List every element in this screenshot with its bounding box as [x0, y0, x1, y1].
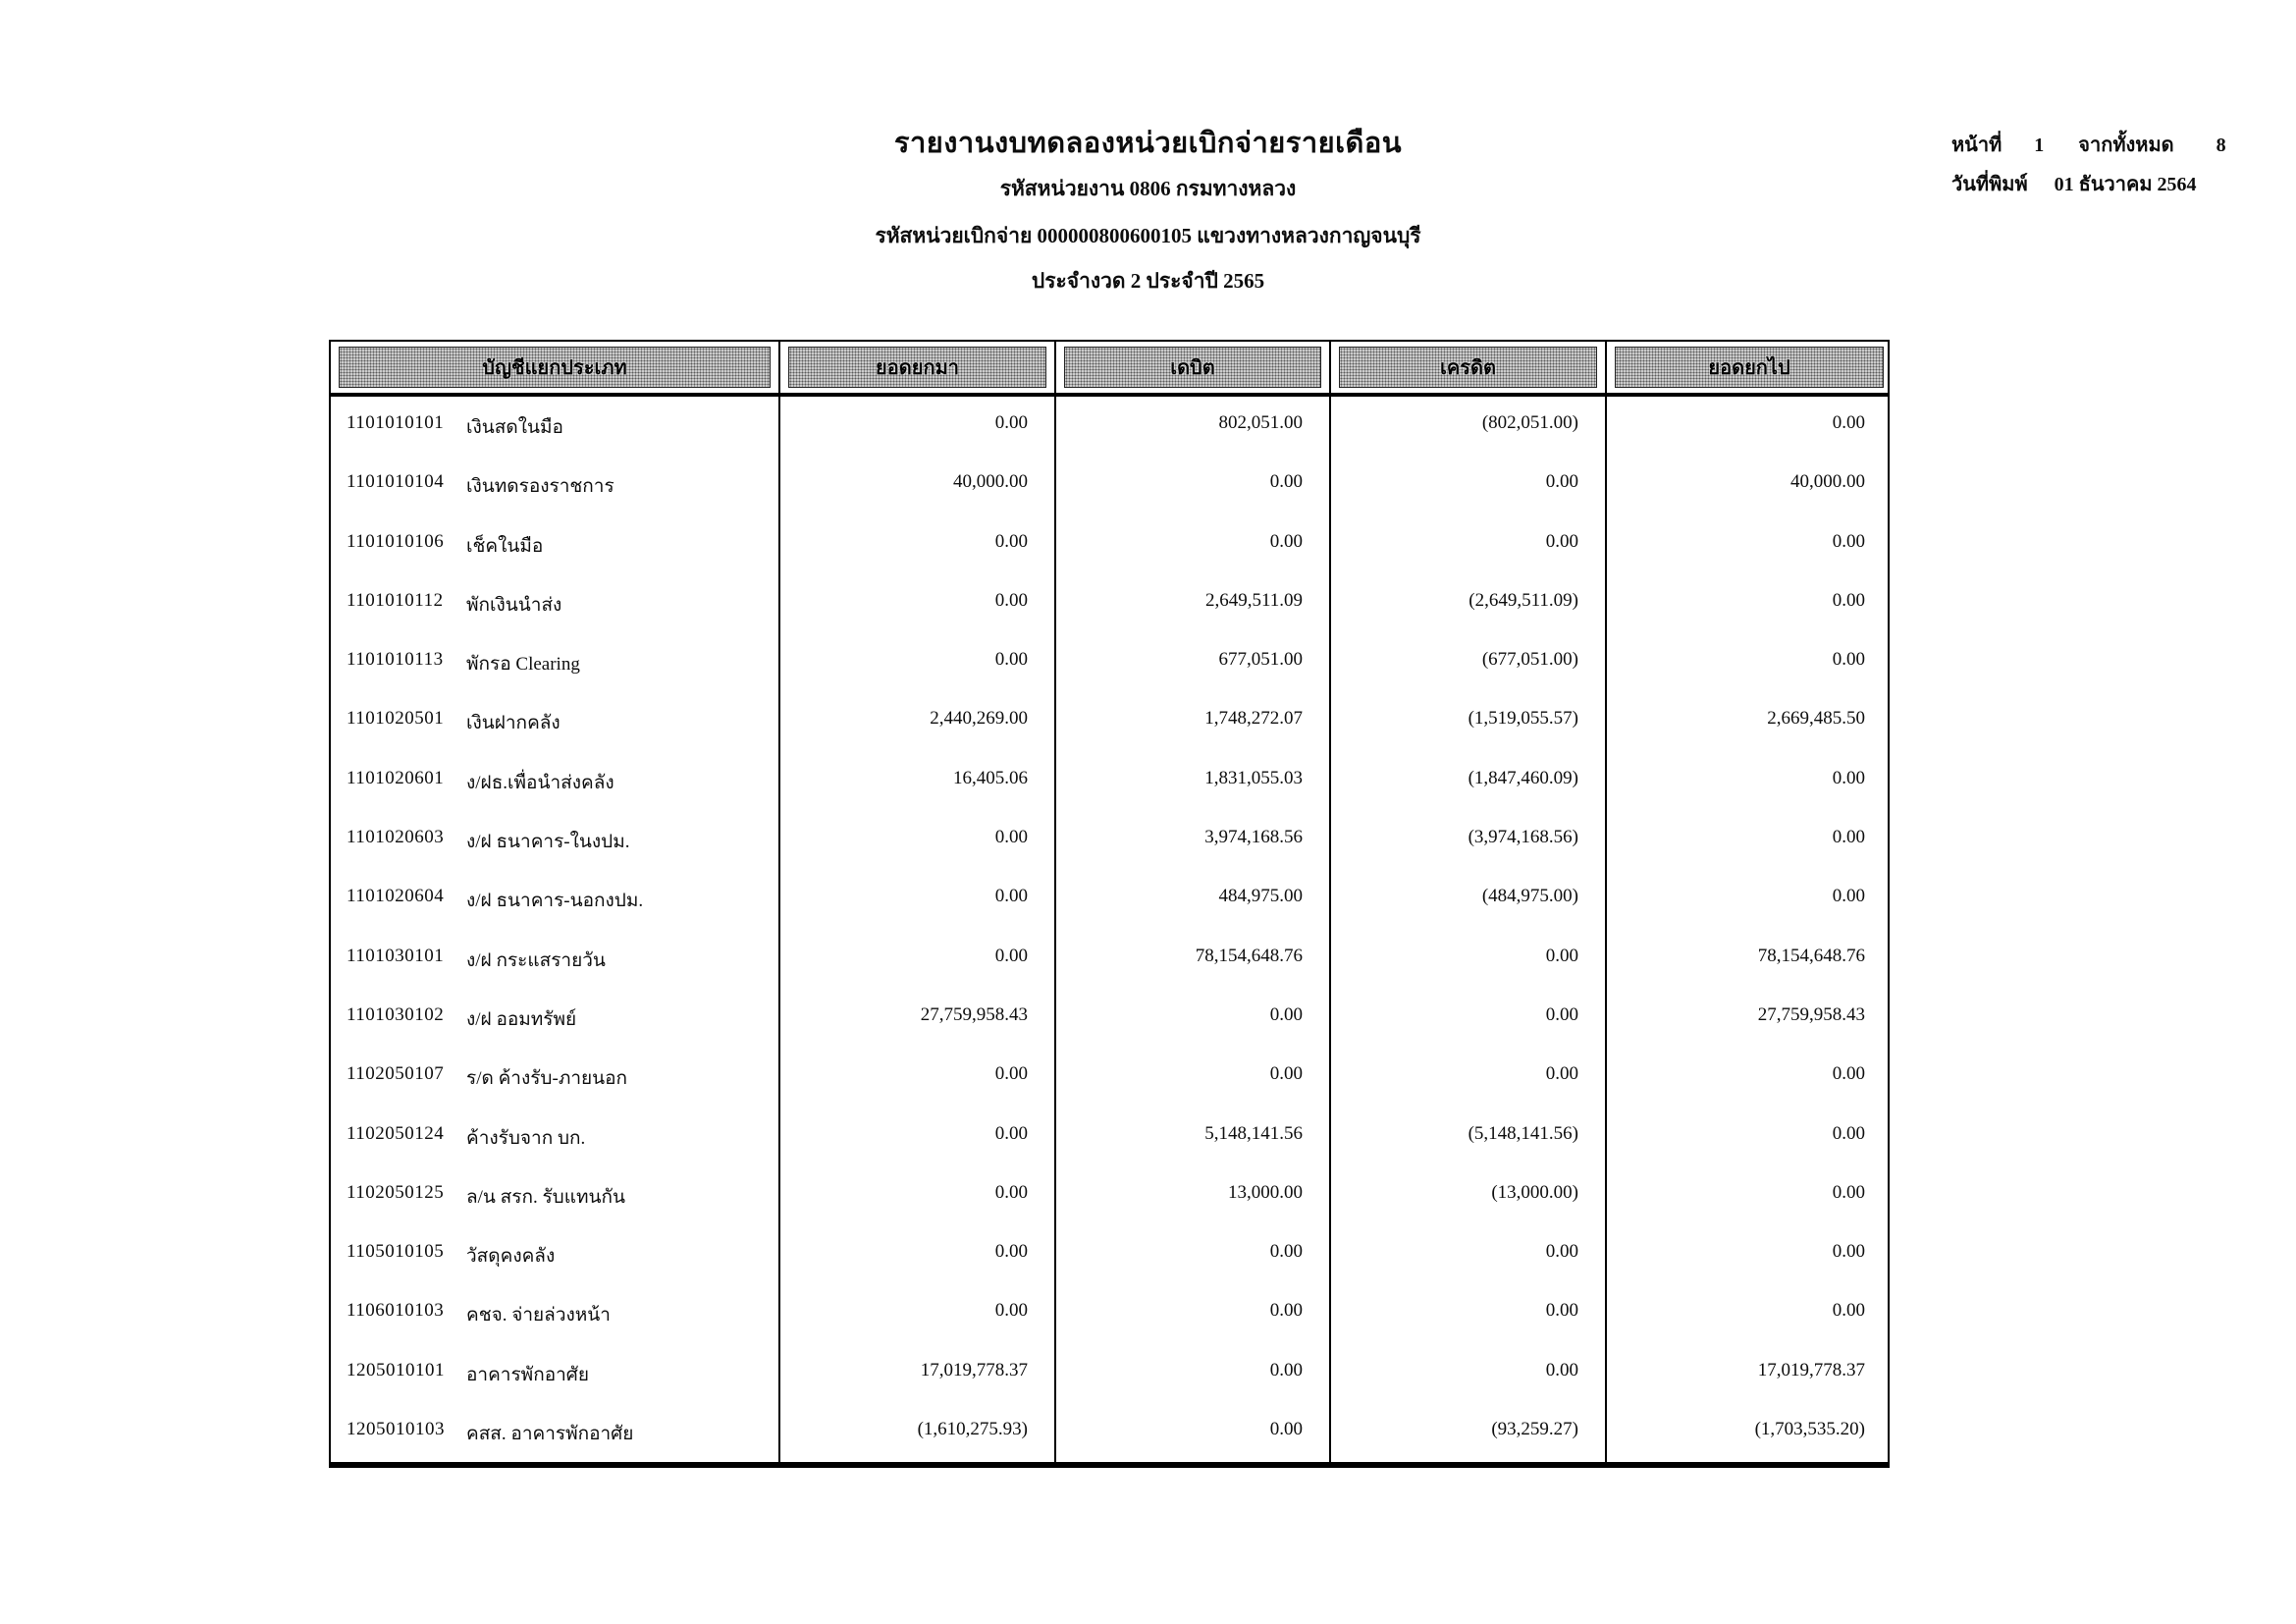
header-label-debit: เดบิต: [1064, 347, 1321, 388]
table-row: [331, 930, 1888, 989]
brought-forward-cell: 16,405.06: [780, 752, 1056, 811]
gl-account-cell: [331, 1344, 780, 1403]
table-row: [331, 1108, 1888, 1166]
carried-forward-cell: 0.00: [1832, 1122, 1865, 1144]
debit-cell: 0.00: [1056, 1048, 1331, 1107]
trial-balance-table: [329, 340, 1890, 1468]
debit-cell: 0.00: [1056, 1225, 1331, 1284]
table-row: [331, 870, 1888, 929]
table-row: [331, 1344, 1888, 1403]
table-row: [331, 1403, 1888, 1462]
account-name: วัสดุคงคลัง: [466, 1246, 556, 1268]
carried-forward-cell: 0.00: [1832, 589, 1865, 611]
gl-account-cell: [331, 633, 780, 692]
table-row: [331, 515, 1888, 574]
brought-forward-cell: 0.00: [780, 870, 1056, 929]
header-label-gl-account: บัญชีแยกประเภท: [339, 347, 771, 388]
account-code: 1101020603: [347, 827, 445, 848]
brought-forward-cell: 0.00: [780, 811, 1056, 870]
brought-forward-cell: 0.00: [780, 1108, 1056, 1166]
brought-forward-cell: 0.00: [780, 930, 1056, 989]
table-row: [331, 692, 1888, 751]
credit-cell: (2,649,511.09): [1331, 574, 1607, 633]
gl-account-cell: [331, 515, 780, 574]
page-title: รายงานงบทดลองหน่วยเบิกจ่ายรายเดือน: [893, 128, 1403, 159]
account-name: ง/ฝ ธนาคาร-ในงปม.: [466, 832, 630, 853]
total-pages-label: จากทั้งหมด: [2078, 135, 2174, 156]
account-code: 1101020604: [347, 886, 445, 907]
carried-forward-cell: 0.00: [1832, 1241, 1865, 1263]
brought-forward-cell: 17,019,778.37: [780, 1344, 1056, 1403]
credit-cell: 0.00: [1331, 1344, 1607, 1403]
brought-forward-cell: 0.00: [780, 574, 1056, 633]
credit-cell: (1,847,460.09): [1331, 752, 1607, 811]
credit-cell: (5,148,141.56): [1331, 1108, 1607, 1166]
account-name: เงินทดรองราชการ: [466, 476, 614, 498]
credit-cell: 0.00: [1331, 1225, 1607, 1284]
account-code: 1205010101: [347, 1359, 445, 1380]
credit-cell: (1,519,055.57): [1331, 692, 1607, 751]
gl-account-cell: [331, 692, 780, 751]
header-label-credit: เครดิต: [1339, 347, 1597, 388]
account-code: 1102050124: [347, 1122, 445, 1144]
account-name: ล/น สรก. รับแทนกัน: [466, 1186, 625, 1208]
credit-cell: 0.00: [1331, 456, 1607, 514]
table-row: [331, 1048, 1888, 1107]
debit-cell: 0.00: [1056, 989, 1331, 1048]
account-code: 1205010103: [347, 1419, 445, 1440]
credit-cell: 0.00: [1331, 515, 1607, 574]
debit-cell: 677,051.00: [1056, 633, 1331, 692]
header-cell-carried-forward: [1607, 342, 1892, 393]
disbursement-unit-subtitle: รหัสหน่วยเบิกจ่าย 000000800600105 แขวงทางหลวงกาญจนบุรี: [875, 224, 1421, 247]
account-code: 1101030101: [347, 945, 445, 966]
gl-account-cell: [331, 574, 780, 633]
account-name: เช็คในมือ: [466, 535, 544, 557]
account-name: พักรอ Clearing: [466, 654, 580, 676]
debit-cell: 0.00: [1056, 1284, 1331, 1343]
header-cell-brought-forward: [780, 342, 1056, 393]
gl-account-cell: [331, 456, 780, 514]
gl-account-cell: [331, 752, 780, 811]
print-date: 01 ธันวาคม 2564: [2054, 174, 2197, 195]
credit-cell: (677,051.00): [1331, 633, 1607, 692]
page-label: หน้าที่: [1951, 135, 2002, 156]
agency-code-subtitle: รหัสหน่วยงาน 0806 กรมทางหลวง: [999, 177, 1297, 200]
table-row: [331, 1284, 1888, 1343]
account-code: 1101020601: [347, 767, 445, 788]
header-label-carried-forward: ยอดยกไป: [1615, 347, 1884, 388]
account-code: 1102050125: [347, 1181, 445, 1203]
print-date-line: [1951, 165, 2226, 204]
debit-cell: 0.00: [1056, 456, 1331, 514]
account-name: ง/ฝ กระแสรายวัน: [466, 949, 606, 971]
brought-forward-cell: 0.00: [780, 1048, 1056, 1107]
debit-cell: 1,831,055.03: [1056, 752, 1331, 811]
print-date-label: วันที่พิมพ์: [1951, 174, 2028, 195]
carried-forward-cell: 0.00: [1832, 827, 1865, 848]
brought-forward-cell: 2,440,269.00: [780, 692, 1056, 751]
header-cell-debit: [1056, 342, 1331, 393]
brought-forward-cell: 27,759,958.43: [780, 989, 1056, 1048]
gl-account-cell: [331, 930, 780, 989]
period-subtitle: ประจำงวด 2 ประจำปี 2565: [1031, 269, 1265, 293]
credit-cell: 0.00: [1331, 1048, 1607, 1107]
header-cell-credit: [1331, 342, 1607, 393]
credit-cell: (484,975.00): [1331, 870, 1607, 929]
account-name: ร/ด ค้างรับ-ภายนอก: [466, 1068, 628, 1090]
credit-cell: 0.00: [1331, 1284, 1607, 1343]
account-code: 1101010101: [347, 412, 445, 433]
credit-cell: (802,051.00): [1331, 397, 1607, 456]
gl-account-cell: [331, 1048, 780, 1107]
carried-forward-cell: 0.00: [1832, 1063, 1865, 1085]
table-row: [331, 752, 1888, 811]
table-row: [331, 397, 1888, 456]
table-row: [331, 633, 1888, 692]
carried-forward-cell: 0.00: [1832, 530, 1865, 552]
gl-account-cell: [331, 811, 780, 870]
credit-cell: 0.00: [1331, 989, 1607, 1048]
carried-forward-cell: 0.00: [1832, 1181, 1865, 1203]
debit-cell: 484,975.00: [1056, 870, 1331, 929]
account-name: คชจ. จ่ายล่วงหน้า: [466, 1305, 611, 1326]
account-code: 1105010105: [347, 1241, 445, 1263]
gl-account-cell: [331, 870, 780, 929]
account-name: อาคารพักอาศัย: [466, 1364, 589, 1385]
account-name: ง/ฝธ.เพื่อนำส่งคลัง: [466, 772, 614, 793]
carried-forward-cell: 0.00: [1832, 767, 1865, 788]
debit-cell: 2,649,511.09: [1056, 574, 1331, 633]
table-row: [331, 1225, 1888, 1284]
brought-forward-cell: (1,610,275.93): [780, 1403, 1056, 1462]
account-code: 1101030102: [347, 1003, 445, 1025]
carried-forward-cell: (1,703,535.20): [1754, 1419, 1865, 1440]
account-code: 1102050107: [347, 1063, 445, 1085]
table-row: [331, 811, 1888, 870]
debit-cell: 78,154,648.76: [1056, 930, 1331, 989]
carried-forward-cell: 0.00: [1832, 649, 1865, 671]
table-row: [331, 1166, 1888, 1225]
brought-forward-cell: 40,000.00: [780, 456, 1056, 514]
table-header-row: [331, 342, 1888, 397]
table-row: [331, 574, 1888, 633]
brought-forward-cell: 0.00: [780, 515, 1056, 574]
account-name: คสส. อาคารพักอาศัย: [466, 1424, 634, 1445]
table-row: [331, 989, 1888, 1048]
debit-cell: 1,748,272.07: [1056, 692, 1331, 751]
debit-cell: 3,974,168.56: [1056, 811, 1331, 870]
credit-cell: 0.00: [1331, 930, 1607, 989]
account-name: พักเงินนำส่ง: [466, 594, 562, 616]
brought-forward-cell: 0.00: [780, 397, 1056, 456]
account-code: 1101020501: [347, 708, 445, 730]
account-name: ง/ฝ ธนาคาร-นอกงปม.: [466, 891, 644, 912]
table-row: [331, 456, 1888, 514]
credit-cell: (3,974,168.56): [1331, 811, 1607, 870]
total-pages: 8: [2216, 135, 2226, 156]
brought-forward-cell: 0.00: [780, 1284, 1056, 1343]
table-body: [331, 397, 1888, 1468]
carried-forward-cell: 40,000.00: [1790, 471, 1865, 493]
header-cell-gl-account: [331, 342, 780, 393]
gl-account-cell: [331, 397, 780, 456]
brought-forward-cell: 0.00: [780, 1225, 1056, 1284]
carried-forward-cell: 0.00: [1832, 886, 1865, 907]
debit-cell: 0.00: [1056, 1403, 1331, 1462]
account-code: 1106010103: [347, 1300, 445, 1322]
debit-cell: 13,000.00: [1056, 1166, 1331, 1225]
carried-forward-cell: 2,669,485.50: [1767, 708, 1865, 730]
gl-account-cell: [331, 1225, 780, 1284]
account-code: 1101010104: [347, 471, 445, 493]
carried-forward-cell: 27,759,958.43: [1757, 1003, 1865, 1025]
account-name: เงินสดในมือ: [466, 417, 563, 438]
debit-cell: 0.00: [1056, 515, 1331, 574]
page-number-line: [1951, 126, 2226, 165]
credit-cell: (13,000.00): [1331, 1166, 1607, 1225]
gl-account-cell: [331, 1166, 780, 1225]
header-label-brought-forward: ยอดยกมา: [788, 347, 1046, 388]
brought-forward-cell: 0.00: [780, 1166, 1056, 1225]
credit-cell: (93,259.27): [1331, 1403, 1607, 1462]
debit-cell: 802,051.00: [1056, 397, 1331, 456]
page-meta-block: [1951, 126, 2226, 204]
carried-forward-cell: 78,154,648.76: [1757, 945, 1865, 966]
gl-account-cell: [331, 1108, 780, 1166]
account-code: 1101010106: [347, 530, 445, 552]
gl-account-cell: [331, 989, 780, 1048]
page-number: 1: [2034, 135, 2045, 156]
carried-forward-cell: 0.00: [1832, 1300, 1865, 1322]
account-name: ค้างรับจาก บก.: [466, 1127, 586, 1149]
account-name: ง/ฝ ออมทรัพย์: [466, 1008, 577, 1030]
debit-cell: 5,148,141.56: [1056, 1108, 1331, 1166]
brought-forward-cell: 0.00: [780, 633, 1056, 692]
carried-forward-cell: 17,019,778.37: [1757, 1359, 1865, 1380]
gl-account-cell: [331, 1403, 780, 1462]
gl-account-cell: [331, 1284, 780, 1343]
carried-forward-cell: 0.00: [1832, 412, 1865, 433]
debit-cell: 0.00: [1056, 1344, 1331, 1403]
account-code: 1101010112: [347, 589, 444, 611]
account-code: 1101010113: [347, 649, 444, 671]
account-name: เงินฝากคลัง: [466, 713, 561, 734]
